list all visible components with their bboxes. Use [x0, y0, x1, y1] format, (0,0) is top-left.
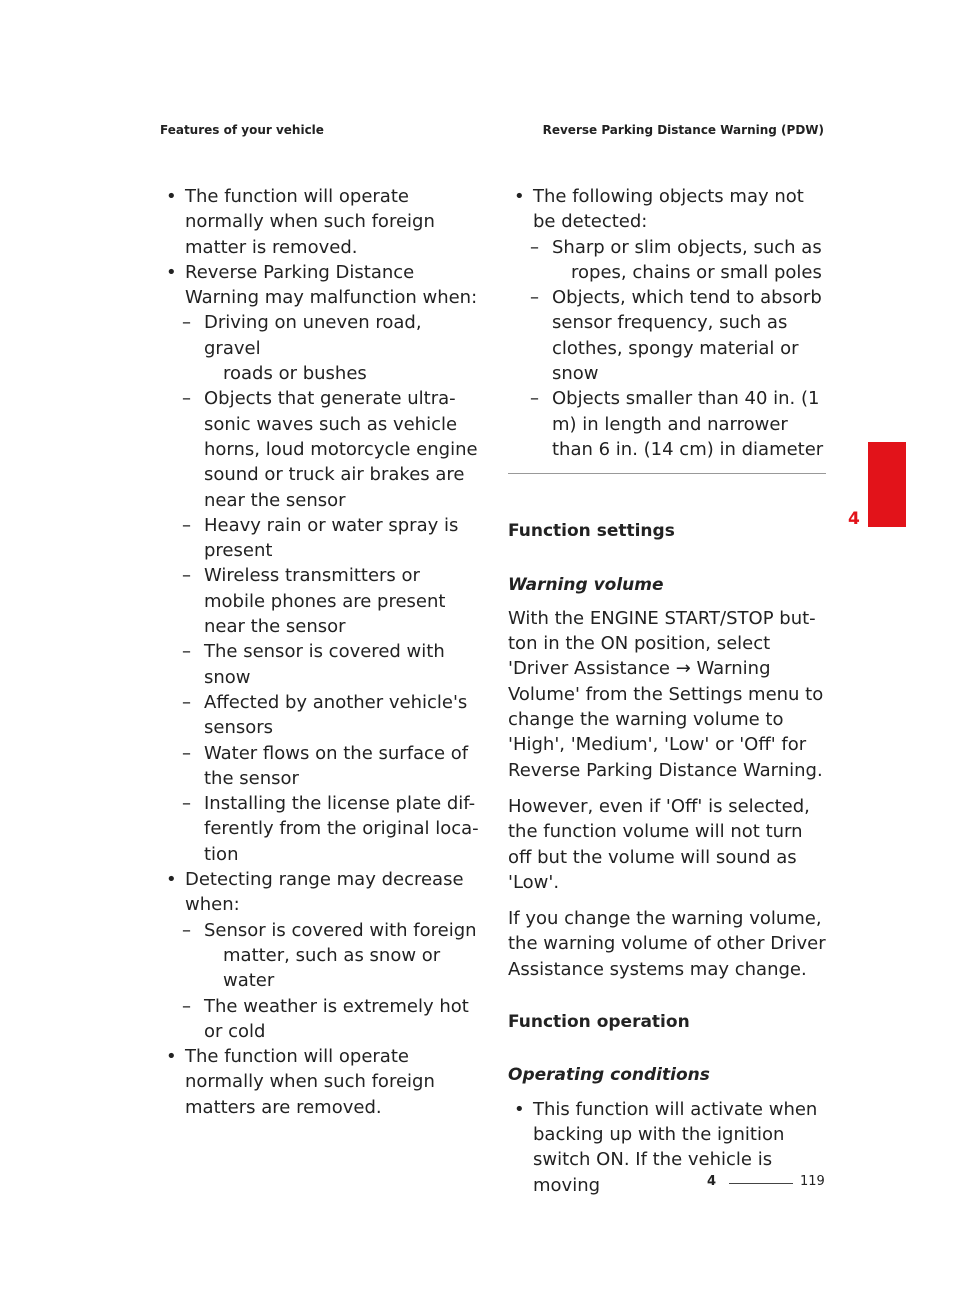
- sub-list-item: – The sensor is covered with snow: [182, 641, 445, 688]
- chapter-tab-number: 4: [848, 509, 860, 529]
- list-item: • This function will activate when backing up with the ignition switch ON. If the vehicle is moving: [514, 1098, 818, 1196]
- running-header-left: Features of your vehicle: [160, 123, 324, 137]
- sub-list-item: – Installing the license plate dif-ferently from the original loca-tion: [182, 793, 479, 865]
- list-item: • Detecting range may decrease when:: [166, 869, 464, 916]
- sub-list-item: – The weather is extremely hot or cold: [182, 995, 469, 1042]
- list-item: • Reverse Parking Distance Warning may malfunction when:: [166, 261, 478, 309]
- page-number: 119: [800, 1174, 825, 1189]
- sub-list-item: – Objects that generate ultra-sonic waves such as vehicle horns, loud motorcycle engine sound or truck air brakes are near the sensor: [182, 388, 478, 511]
- sub-list-item: – Heavy rain or water spray is present: [182, 514, 459, 562]
- paragraph: If you change the warning volume, the warning volume of other Driver Assistance systems may change.: [508, 908, 826, 980]
- sub-list-item: – Water flows on the surface of the sensor: [182, 742, 469, 789]
- running-header-right: Reverse Parking Distance Warning (PDW): [542, 123, 824, 137]
- section-heading: Function settings: [508, 521, 675, 542]
- subsection-heading: Warning volume: [508, 574, 664, 595]
- sub-list-item: – Objects, which tend to absorb sensor frequency, such as clothes, spongy material or snow: [530, 287, 822, 385]
- sub-list-item: – Sharp or slim objects, such as ropes, chains or small poles: [530, 236, 822, 283]
- list-item: • The following objects may not be detected:: [514, 186, 804, 233]
- footer-rule: [729, 1183, 793, 1184]
- right-column: [508, 184, 826, 1198]
- list-item: • The function will operate normally when such foreign matter is removed.: [166, 186, 435, 258]
- paragraph: With the ENGINE START/STOP but-ton in the ON position, select 'Driver Assistance → Warning Volume' from the Settings menu to change the warning volume to 'High', 'Medium', 'Low' or 'Off' for Reverse Parking Distance Warning.: [508, 607, 824, 781]
- list-item: • The function will operate normally when such foreign matters are removed.: [166, 1046, 435, 1118]
- section-divider: [508, 473, 826, 474]
- paragraph: However, even if 'Off' is selected, the function volume will not turn off but the volume will sound as 'Low'.: [508, 795, 810, 893]
- chapter-tab: [868, 442, 906, 527]
- sub-list-item: – Driving on uneven road, gravel roads or bushes: [182, 312, 422, 385]
- section-heading: Function operation: [508, 1012, 690, 1033]
- footer-chapter: 4: [707, 1174, 717, 1189]
- sub-list-item: – Sensor is covered with foreign matter, such as snow or water: [182, 919, 477, 992]
- sub-list-item: – Objects smaller than 40 in. (1 m) in length and narrower than 6 in. (14 cm) in diameter: [530, 388, 824, 460]
- sub-list-item: – Wireless transmitters or mobile phones are present near the sensor: [182, 565, 446, 638]
- sub-list-item: – Affected by another vehicle's sensors: [182, 691, 468, 739]
- left-column: [160, 184, 480, 1120]
- subsection-heading: Operating conditions: [508, 1065, 710, 1086]
